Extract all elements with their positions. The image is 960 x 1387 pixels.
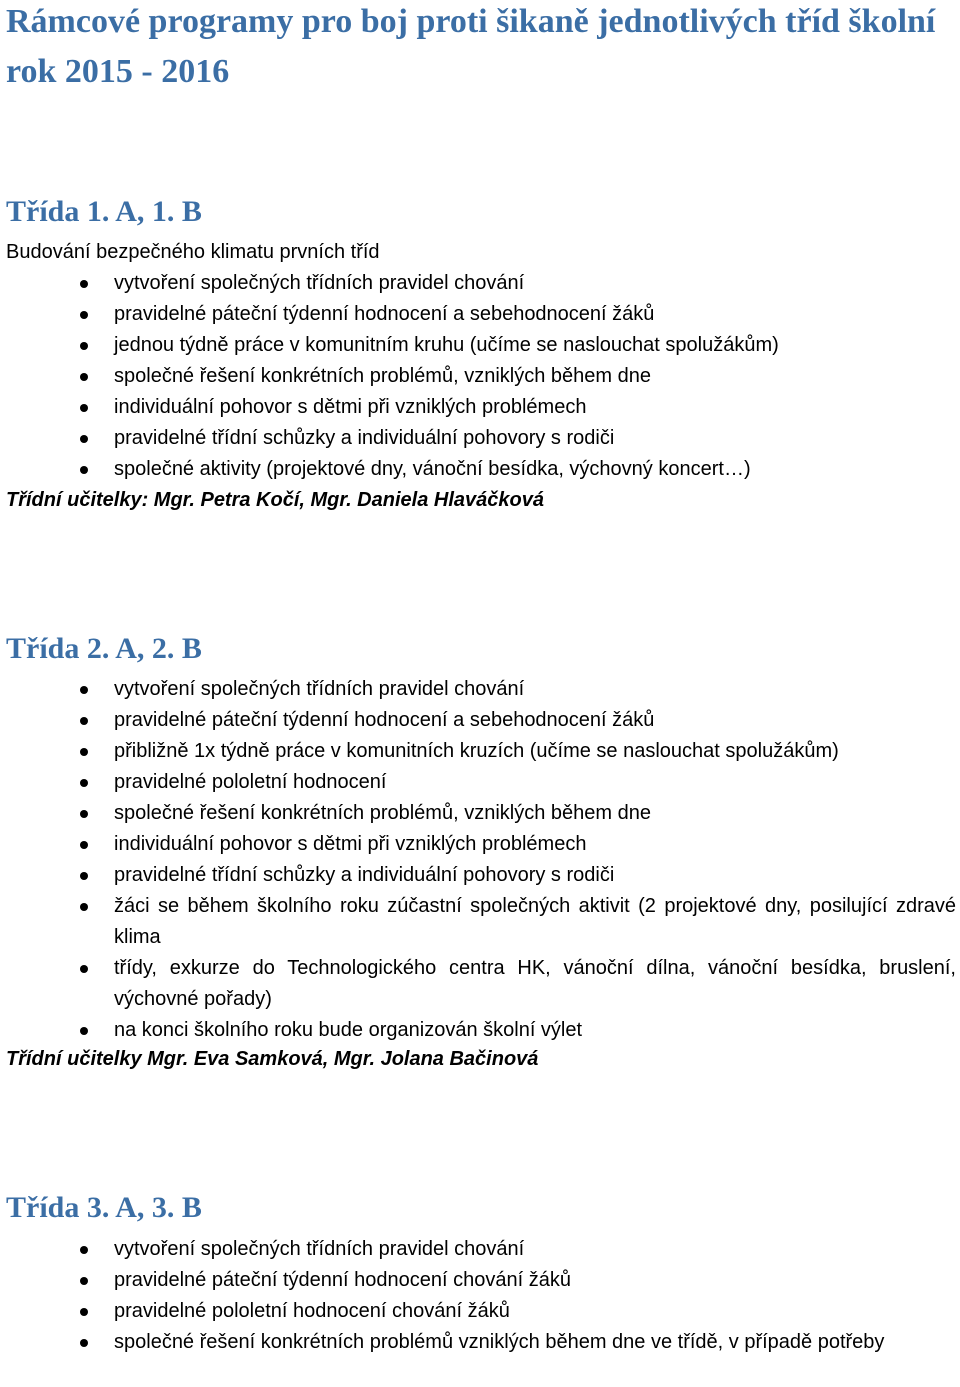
bullet-icon <box>80 1027 88 1035</box>
bullet-icon <box>80 1246 88 1254</box>
list-item-text: třídy, exkurze do Technologického centra HK, vánoční dílna, vánoční besídka, bruslení, výchovné pořady) <box>114 957 956 1010</box>
list-item-text: individuální pohovor s dětmi při vzniklých problémech <box>114 833 587 855</box>
list-item <box>6 1015 956 1046</box>
list-item-text: přibližně 1x týdně práce v komunitních kruzích (učíme se naslouchat spolužákům) <box>114 740 839 762</box>
bullet-icon <box>80 717 88 725</box>
bullet-icon <box>80 841 88 849</box>
list-item <box>6 705 956 736</box>
list-item-text: vytvoření společných třídních pravidel chování <box>114 678 525 700</box>
list-item <box>6 1296 956 1327</box>
list-item <box>6 798 956 829</box>
bullet-icon <box>80 748 88 756</box>
list-item <box>6 829 956 860</box>
bullet-icon <box>80 1339 88 1347</box>
list-item-text: pravidelné páteční týdenní hodnocení chování žáků <box>114 1269 571 1291</box>
list-item-text: pravidelné páteční týdenní hodnocení a sebehodnocení žáků <box>114 303 655 325</box>
list-item <box>6 1327 956 1358</box>
list-item <box>6 736 956 767</box>
bullet-icon <box>80 686 88 694</box>
list-item <box>6 392 956 423</box>
list-item <box>6 330 956 361</box>
bullet-icon <box>80 872 88 880</box>
list-item-text: jednou týdně práce v komunitním kruhu (učíme se naslouchat spolužákům) <box>114 334 779 356</box>
list-item-text: žáci se během školního roku zúčastní společných aktivit (2 projektové dny, posilující zdravé klima <box>114 895 956 948</box>
bullet-icon <box>80 311 88 319</box>
list-item <box>6 1234 956 1265</box>
bullet-icon <box>80 965 88 973</box>
list-item <box>6 891 956 953</box>
bullet-icon <box>80 903 88 911</box>
section-2-teachers: Třídní učitelky Mgr. Eva Samková, Mgr. Jolana Bačinová <box>6 1048 539 1070</box>
list-item-text: společné řešení konkrétních problémů, vzniklých během dne <box>114 802 651 824</box>
bullet-icon <box>80 373 88 381</box>
section-1-list <box>6 268 956 485</box>
section-1-teachers: Třídní učitelky: Mgr. Petra Kočí, Mgr. Daniela Hlaváčková <box>6 489 544 511</box>
list-item <box>6 361 956 392</box>
list-item-text: společné řešení konkrétních problémů, vzniklých během dne <box>114 365 651 387</box>
list-item-text: společné aktivity (projektové dny, vánoční besídka, výchovný koncert…) <box>114 458 751 480</box>
list-item-text: společné řešení konkrétních problémů vzniklých během dne ve třídě, v případě potřeby <box>114 1331 885 1353</box>
list-item <box>6 268 956 299</box>
list-item <box>6 423 956 454</box>
list-item <box>6 860 956 891</box>
section-3-list <box>6 1234 956 1358</box>
list-item <box>6 1265 956 1296</box>
bullet-icon <box>80 1277 88 1285</box>
list-item-text: pravidelné třídní schůzky a individuální pohovory s rodiči <box>114 427 615 449</box>
bullet-icon <box>80 342 88 350</box>
bullet-icon <box>80 810 88 818</box>
list-item <box>6 674 956 705</box>
document-title: Rámcové programy pro boj proti šikaně jednotlivých tříd školní rok 2015 - 2016 <box>6 3 936 90</box>
bullet-icon <box>80 466 88 474</box>
bullet-icon <box>80 404 88 412</box>
list-item <box>6 953 956 1015</box>
bullet-icon <box>80 435 88 443</box>
list-item-text: pravidelné třídní schůzky a individuální pohovory s rodiči <box>114 864 615 886</box>
bullet-icon <box>80 1308 88 1316</box>
list-item-text: vytvoření společných třídních pravidel chování <box>114 272 525 294</box>
list-item-text: individuální pohovor s dětmi při vzniklých problémech <box>114 396 587 418</box>
list-item-text: pravidelné páteční týdenní hodnocení a sebehodnocení žáků <box>114 709 655 731</box>
section-3-heading: Třída 3. A, 3. B <box>6 1191 202 1224</box>
list-item-text: pravidelné pololetní hodnocení <box>114 771 387 793</box>
list-item-text: pravidelné pololetní hodnocení chování žáků <box>114 1300 510 1322</box>
list-item <box>6 767 956 798</box>
list-item-text: na konci školního roku bude organizován školní výlet <box>114 1019 583 1041</box>
section-2-list <box>6 674 956 1046</box>
section-1-heading: Třída 1. A, 1. B <box>6 195 202 228</box>
list-item-text: vytvoření společných třídních pravidel chování <box>114 1238 525 1260</box>
bullet-icon <box>80 779 88 787</box>
list-item <box>6 454 956 485</box>
section-1-intro: Budování bezpečného klimatu prvních tříd <box>6 241 380 263</box>
section-2-heading: Třída 2. A, 2. B <box>6 632 202 665</box>
list-item <box>6 299 956 330</box>
bullet-icon <box>80 280 88 288</box>
